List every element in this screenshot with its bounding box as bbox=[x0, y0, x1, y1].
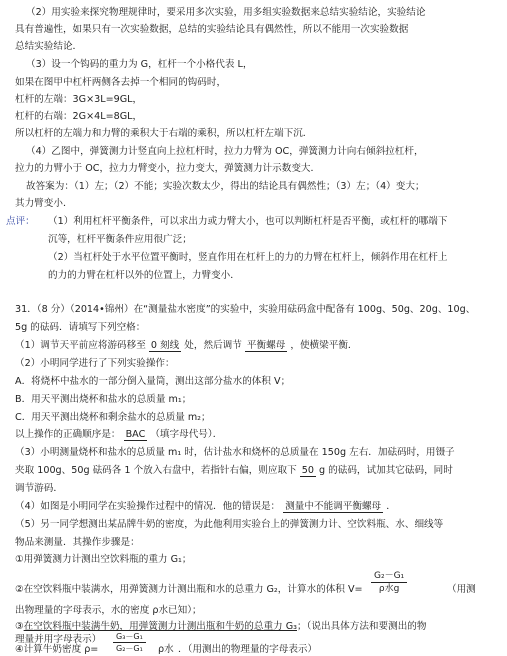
step-4 bbox=[15, 643, 98, 656]
step-number: ③ bbox=[15, 621, 24, 632]
question-part-4 bbox=[15, 500, 396, 513]
question-header: 31．（8 分）（2014•锦州）在“测量盐水密度”的实验中，实验用砝码盒中配备有 100g、50g、20g、10g、 bbox=[15, 304, 476, 315]
step-text: 用弹簧测力计测出空饮料瓶的重力 G₁； bbox=[23, 554, 192, 565]
answer-blank: 0 刻线 bbox=[150, 340, 180, 351]
step-4-tail: ．（用测出的物理量的字母表示） bbox=[178, 644, 318, 655]
step-text: 计算牛奶密度 ρ= bbox=[23, 644, 99, 655]
step-text: ；（说出具体方法和要测出的物 bbox=[296, 621, 427, 632]
question-part-3: （3）小明测量烧杯和盐水的总质量 m₁ 时，估计盐水和烧杯的总质量在 150g 左右．加砝码时，用镊子 bbox=[15, 447, 455, 458]
question-part-5: 物品来测量．其操作步骤是： bbox=[15, 537, 140, 548]
analysis-line: 所以杠杆的左端力和力臂的乘积大于右端的乘积，所以杠杆左端下沉． bbox=[15, 128, 313, 139]
part1-text: （1）调节天平前应将游码移至 bbox=[15, 340, 146, 351]
density-fraction bbox=[113, 631, 146, 654]
comment-line: （2）当杠杆处于水平位置平衡时，竖直作用在杠杆上的力的力臂在杠杆上，倾斜作用在杠杆上 bbox=[48, 252, 448, 263]
step-1 bbox=[15, 553, 191, 566]
analysis-line: （3）设一个钩码的重力为 G，杠杆一个小格代表 L， bbox=[26, 59, 253, 70]
analysis-line: 杠杆的右端：2G×4L=8GL， bbox=[15, 111, 143, 122]
answer-line: 故答案为：（1）左；（2）不能；实验次数太少，得出的结论具有偶然性；（3）左；（4）变大； bbox=[26, 181, 425, 192]
option-c: C．用天平测出烧杯和剩余盐水的总质量 m₂； bbox=[15, 412, 211, 423]
answer-blank: BAC bbox=[125, 429, 146, 440]
comment-line: （1）利用杠杆平衡条件，可以求出力或力臂大小，也可以判断杠杆是否平衡，或杠杆的哪端下 bbox=[48, 216, 448, 227]
part3-text: g 的砝码，试加其它砝码，同时 bbox=[319, 465, 453, 476]
step-3 bbox=[15, 620, 427, 633]
fraction-numerator: G₃－G₁ bbox=[113, 631, 146, 643]
step-text: 在空饮料瓶中装满水，用弹簧测力计测出瓶和水的总重力 G₂，计算水的体积 V= bbox=[23, 584, 363, 595]
step-2 bbox=[15, 583, 363, 596]
answer-line: 其力臂变小． bbox=[15, 198, 73, 209]
step-2-tail: （用测 bbox=[447, 584, 476, 595]
rho-water: ρ水 bbox=[158, 644, 174, 655]
analysis-line: 具有普遍性，如果只有一次实验数据，总结的实验结论具有偶然性，所以不能用一次实验数据 bbox=[15, 24, 409, 35]
analysis-line: 如果在图甲中杠杆两侧各去掉一个相同的钩码时， bbox=[15, 77, 227, 88]
step-number: ① bbox=[15, 554, 24, 565]
order-line bbox=[15, 428, 222, 441]
question-part-3: 调节游码． bbox=[15, 483, 63, 494]
step-3-line2: 理量并用字母表示） bbox=[15, 634, 102, 645]
question-part-2: （2）小明同学进行了下列实验操作： bbox=[15, 358, 175, 369]
analysis-line: （4）乙图中，弹簧测力计竖直向上拉杠杆时，拉力力臂为 OC，弹簧测力计向右倾斜拉杠杆， bbox=[26, 146, 424, 157]
option-b: B．用天平测出烧杯和盐水的总质量 m₁； bbox=[15, 394, 192, 405]
answer-blank: 在空饮料瓶中装满牛奶，用弹簧测力计测出瓶和牛奶的总重力 G₃ bbox=[23, 621, 297, 632]
option-a: A．将烧杯中盐水的一部分倒入量筒，测出这部分盐水的体积 V； bbox=[15, 376, 291, 387]
step-2-line2: 出物理量的字母表示，水的密度 ρ水已知）； bbox=[15, 605, 202, 616]
answer-blank: 50 bbox=[301, 465, 314, 476]
volume-fraction bbox=[371, 570, 407, 595]
comment-line: 沉等，杠杆平衡条件应用很广泛； bbox=[48, 234, 192, 245]
question-part-1 bbox=[15, 339, 358, 352]
analysis-line: 杠杆的左端：3G×3L=9GL， bbox=[15, 94, 143, 105]
comment-label: 点评： bbox=[6, 216, 35, 227]
part1-text: ，使横梁平衡． bbox=[290, 340, 358, 351]
part3-text: 夹取 100g、50g 砝码各 1 个放入右盘中，若指针右偏，则应取下 bbox=[15, 465, 297, 476]
analysis-line: （2）用实验来探究物理规律时，要采用多次实验，用多组实验数据来总结实验结论，实验结论 bbox=[26, 7, 426, 18]
answer-blank: 测量中不能调平衡螺母 bbox=[285, 501, 382, 512]
question-part-5: （5）另一同学想测出某品牌牛奶的密度，为此他利用实验台上的弹簧测力计、空饮料瓶、水、细线等 bbox=[15, 519, 444, 530]
analysis-line: 总结实验结论． bbox=[15, 41, 83, 52]
order-text: （填字母代号）． bbox=[150, 429, 223, 440]
answer-blank: 平衡螺母 bbox=[246, 340, 286, 351]
part1-text: 处，然后调节 bbox=[184, 340, 242, 351]
question-part-3 bbox=[15, 464, 453, 477]
comment-line: 的力的力臂在杠杆以外的位置上，力臂变小． bbox=[48, 270, 240, 281]
fraction-denominator: ρ水g bbox=[378, 584, 400, 594]
step-number: ② bbox=[15, 584, 24, 595]
step-number: ④ bbox=[15, 644, 24, 655]
order-text: 以上操作的正确顺序是： bbox=[15, 429, 121, 440]
fraction-denominator: G₂－G₁ bbox=[116, 644, 143, 653]
question-header: 5g 的砝码．请填写下列空格： bbox=[15, 322, 146, 333]
fraction-numerator: G₂－G₁ bbox=[371, 570, 407, 583]
part4-text: （4）如图是小明同学在实验操作过程中的情况．他的错误是： bbox=[15, 501, 281, 512]
part4-text: ． bbox=[386, 501, 396, 512]
analysis-line: 拉力的力臂小于 OC，拉力力臂变小，拉力变大，弹簧测力计示数变大． bbox=[15, 163, 321, 174]
